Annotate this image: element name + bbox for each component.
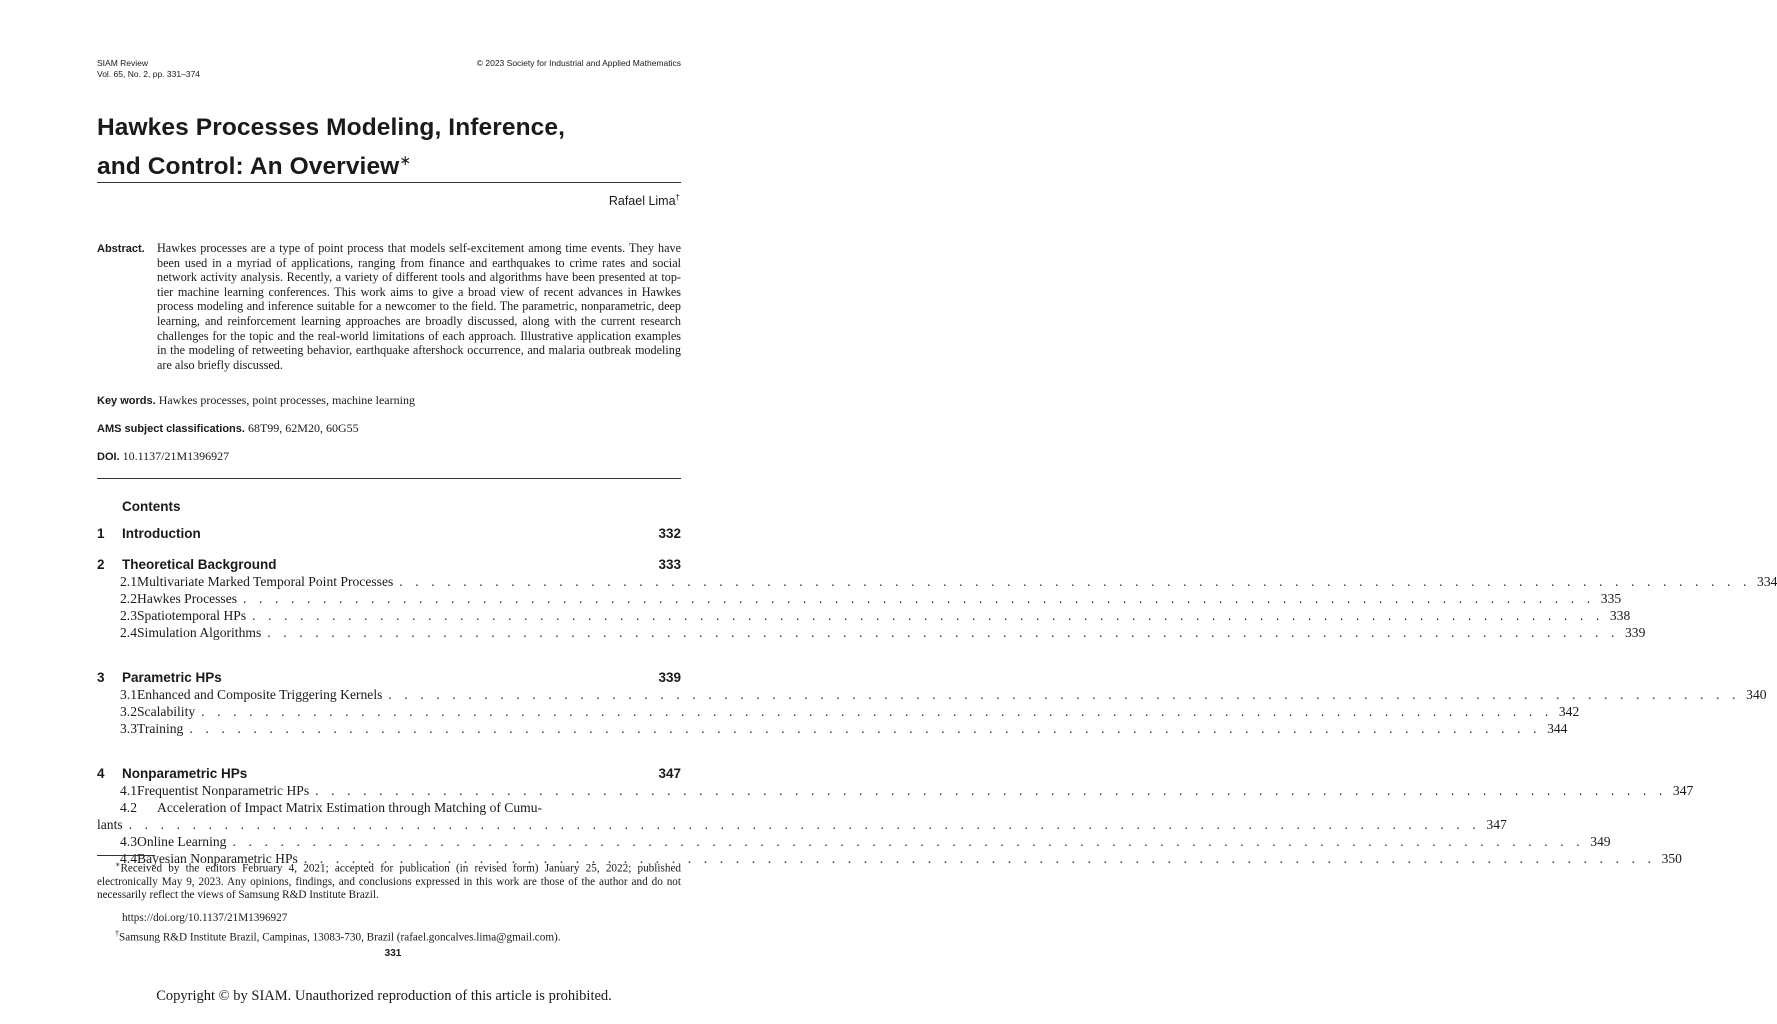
toc-subsection-title: Online Learning [137, 834, 227, 849]
toc-section-2[interactable] [97, 557, 681, 574]
toc-leader-dots: . . . . . . . . . . . . . . . . . . . . . . . . . . . . . . . . . . . . . . . . . . . . . . . . . . . . . . . . . . . . . . . . . . . . . . . . . . . . . . . . . . . . . [388, 687, 1741, 702]
title-footnote-mark: ∗ [399, 152, 412, 168]
toc-subsection-page: 347 [1486, 817, 1507, 832]
toc-section-4[interactable] [97, 766, 681, 783]
contents-rule [97, 478, 681, 479]
toc-subsection-2.2[interactable] [97, 591, 1622, 608]
toc-subsection-number: 2.2 [120, 591, 137, 606]
toc-subsection-2.1[interactable] [97, 574, 1777, 591]
toc-section-title: Introduction [122, 526, 201, 541]
toc-section-title: Theoretical Background [122, 557, 277, 572]
toc-subsection-number: 4.3 [120, 834, 137, 849]
author [609, 193, 680, 208]
toc-section-page: 347 [658, 766, 681, 781]
toc-leader-dots: . . . . . . . . . . . . . . . . . . . . . . . . . . . . . . . . . . . . . . . . . . . . . . . . . . . . . . . . . . . . . . . . . . . . . . . . . . . . . . . . . . . . . [315, 783, 1667, 798]
toc-subsection-title: Enhanced and Composite Triggering Kernels [137, 687, 383, 702]
toc-leader-dots: . . . . . . . . . . . . . . . . . . . . . . . . . . . . . . . . . . . . . . . . . . . . . . . . . . . . . . . . . . . . . . . . . . . . . . . . . . . . . . . . . . . . . [399, 574, 1752, 589]
keywords [97, 393, 681, 409]
toc-subsection-number: 3.1 [120, 687, 137, 702]
keywords-text: Hawkes processes, point processes, machine learning [158, 393, 415, 407]
toc-subsection-title: Training [137, 721, 184, 736]
toc-subsection-title: Spatiotemporal HPs [137, 608, 247, 623]
toc-subsection-page: 344 [1547, 721, 1568, 736]
doi [97, 449, 681, 465]
toc-leader-dots: . . . . . . . . . . . . . . . . . . . . . . . . . . . . . . . . . . . . . . . . . . . . . . . . . . . . . . . . . . . . . . . . . . . . . . . . . . . . . . . . . . . . . [252, 608, 1604, 623]
toc-subsection-page: 350 [1661, 851, 1682, 866]
toc-subsection-number: 2.1 [120, 574, 137, 589]
footnote-1-mark: ∗ [115, 860, 121, 869]
keywords-label: Key words. [97, 395, 156, 407]
toc-subsection-number: 4.4 [120, 851, 137, 866]
toc-subsection-2.3[interactable] [97, 608, 1631, 625]
doi-label: DOI. [97, 451, 120, 463]
toc-subsection-title: Multivariate Marked Temporal Point Processes [137, 574, 394, 589]
ams-classifications [97, 421, 681, 437]
toc-leader-dots: . . . . . . . . . . . . . . . . . . . . . . . . . . . . . . . . . . . . . . . . . . . . . . . . . . . . . . . . . . . . . . . . . . . . . . . . . . . . . . . . . . . . . [201, 704, 1553, 719]
paper-title [97, 112, 565, 183]
toc-subsection-title: Acceleration of Impact Matrix Estimation through Matching of Cumu- [157, 800, 543, 815]
toc-subsection-title: Simulation Algorithms [137, 625, 262, 640]
toc-subsection-title-continued: lants [97, 817, 123, 832]
footnote-1-text: Received by the editors February 4, 2021; accepted for publication (in revised form) January 25, 2022; published electronically May 9, 2023. Any opinions, findings, and conclusions expressed in this work are those of the author and do not necessarily reflect the views of Samsung R&D Institute Brazil. [97, 862, 681, 902]
toc-section-1[interactable] [97, 526, 681, 543]
toc-subsection-page: 335 [1600, 591, 1622, 606]
contents-heading: Contents [122, 499, 181, 514]
toc-subsection-4.2-continued[interactable] [97, 817, 1507, 834]
toc-section-number: 3 [97, 670, 105, 685]
toc-section-number: 4 [97, 766, 105, 781]
footnote-doi-link[interactable]: https://doi.org/10.1137/21M1396927 [122, 912, 288, 924]
toc-subsection-number: 2.4 [120, 625, 137, 640]
toc-leader-dots: . . . . . . . . . . . . . . . . . . . . . . . . . . . . . . . . . . . . . . . . . . . . . . . . . . . . . . . . . . . . . . . . . . . . . . . . . . . . . . . . . . . . . [128, 817, 1481, 832]
toc-subsection-number: 3.3 [120, 721, 137, 736]
toc-section-title: Parametric HPs [122, 670, 222, 685]
footnote-rule [97, 855, 155, 856]
toc-leader-dots: . . . . . . . . . . . . . . . . . . . . . . . . . . . . . . . . . . . . . . . . . . . . . . . . . . . . . . . . . . . . . . . . . . . . . . . . . . . . . . . . . . . . . [243, 591, 1595, 606]
toc-subsection-4.1[interactable] [97, 783, 1694, 800]
toc-subsection-number: 4.2 [120, 800, 137, 815]
toc-subsection-title: Frequentist Nonparametric HPs [137, 783, 310, 798]
toc-subsection-3.2[interactable] [97, 704, 1580, 721]
toc-subsection-4.3[interactable] [97, 834, 1611, 851]
toc-section-page: 339 [658, 670, 681, 685]
page-number: 331 [384, 948, 402, 959]
footnote-received [97, 858, 681, 902]
abstract-label: Abstract. [97, 243, 145, 255]
doi-text: 10.1137/21M1396927 [122, 449, 230, 463]
toc-subsection-3.1[interactable] [97, 687, 1767, 704]
ams-label: AMS subject classifications. [97, 423, 245, 435]
toc-subsection-page: 338 [1609, 608, 1631, 623]
toc-subsection-title: Scalability [137, 704, 196, 719]
journal-name: SIAM Review [97, 58, 149, 68]
toc-subsection-page: 349 [1590, 834, 1611, 849]
toc-leader-dots: . . . . . . . . . . . . . . . . . . . . . . . . . . . . . . . . . . . . . . . . . . . . . . . . . . . . . . . . . . . . . . . . . . . . . . . . . . . . . . . . . . . . . [267, 625, 1619, 640]
copyright-notice: Copyright © by SIAM. Unauthorized reproduction of this article is prohibited. [156, 988, 612, 1004]
toc-subsection-number: 2.3 [120, 608, 137, 623]
toc-leader-dots: . . . . . . . . . . . . . . . . . . . . . . . . . . . . . . . . . . . . . . . . . . . . . . . . . . . . . . . . . . . . . . . . . . . . . . . . . . . . . . . . . . . . . [232, 834, 1585, 849]
footnote-2-text: Samsung R&D Institute Brazil, Campinas, 13083-730, Brazil (rafael.goncalves.lima@gmail.com). [119, 931, 561, 944]
toc-subsection-title: Bayesian Nonparametric HPs [137, 851, 298, 866]
title-line-2: and Control: An Overview [97, 153, 400, 181]
author-footnote-mark: † [675, 193, 680, 202]
toc-subsection-3.3[interactable] [97, 721, 1568, 738]
toc-subsection-page: 340 [1746, 687, 1767, 702]
toc-subsection-number: 4.1 [120, 783, 137, 798]
footnote-2-mark: † [115, 929, 119, 938]
toc-subsection-4.2[interactable] [97, 800, 681, 817]
toc-subsection-2.4[interactable] [97, 625, 1646, 642]
toc-section-number: 2 [97, 557, 105, 572]
journal-info [97, 58, 200, 80]
ams-text: 68T99, 62M20, 60G55 [247, 421, 359, 435]
toc-section-3[interactable] [97, 670, 681, 687]
toc-leader-dots: . . . . . . . . . . . . . . . . . . . . . . . . . . . . . . . . . . . . . . . . . . . . . . . . . . . . . . . . . . . . . . . . . . . . . . . . . . . . . . . . . . . . . [189, 721, 1542, 736]
toc-subsection-page: 339 [1624, 625, 1646, 640]
toc-section-title: Nonparametric HPs [122, 766, 248, 781]
footnote-affiliation [115, 927, 685, 945]
toc-section-page: 332 [658, 526, 681, 541]
toc-subsection-number: 3.2 [120, 704, 137, 719]
toc-subsection-page: 342 [1558, 704, 1580, 719]
toc-section-number: 1 [97, 526, 105, 541]
author-name: Rafael Lima [608, 194, 676, 209]
abstract-text: Hawkes processes are a type of point process that models self-excitement among time events. They have been used in a myriad of applications, ranging from finance and earthquakes to crime rates and social network activity analysis. Recently, a variety of different tools and algorithms have been presented at top-tier machine learning conferences. This work aims to give a broad view of recent advances in Hawkes process modeling and inference suitable for a newcomer to the field. The parametric, nonparametric, deep learning, and reinforcement learning approaches are broadly discussed, along with the current research challenges for the topic and the real-world limitations of each approach. Illustrative application examples in the modeling of retweeting behavior, earthquake aftershock occurrence, and malaria outbreak modeling are also briefly discussed. [157, 241, 681, 372]
volume-info: Vol. 65, No. 2, pp. 331–374 [97, 69, 201, 79]
toc-subsection-title: Hawkes Processes [137, 591, 238, 606]
title-line-1: Hawkes Processes Modeling, Inference, [97, 114, 566, 141]
toc-section-page: 333 [658, 557, 681, 572]
toc-leader-dots: . . . . . . . . . . . . . . . . . . . . . . . . . . . . . . . . . . . . . . . . . . . . . . . . . . . . . . . . . . . . . . . . . . . . . . . . . . . . . . . . . . . . . [303, 851, 1656, 866]
copyright-line: © 2023 Society for Industrial and Applied Mathematics [476, 58, 681, 68]
toc-subsection-page: 334 [1757, 574, 1777, 589]
title-rule [97, 182, 681, 183]
toc-subsection-page: 347 [1672, 783, 1694, 798]
